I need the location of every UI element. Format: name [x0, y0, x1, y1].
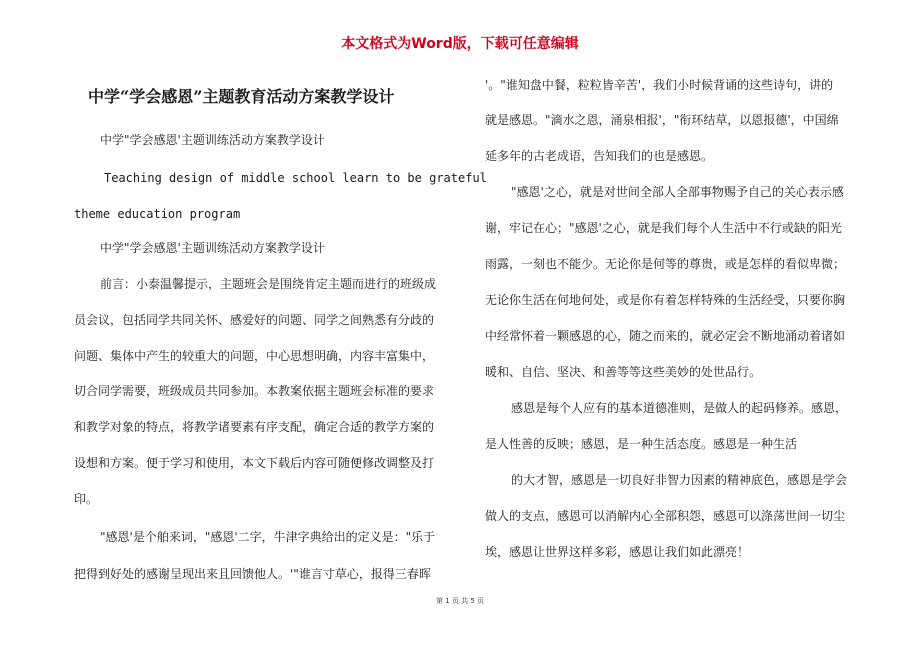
english-title-line: theme education program [74, 207, 241, 221]
paragraph-line: 的大才智，感恩是一切良好非智力因素的精神底色，感恩是学会 [511, 473, 848, 487]
english-title-line: Teaching design of middle school learn to be grateful [104, 171, 487, 185]
paragraph-line: 无论你生活在何地何处，或是你有着怎样特殊的生活经受，只要你胸 [485, 293, 846, 307]
paragraph-line: 和教学对象的特点，将教学诸要素有序支配，确定合适的教学方案的 [74, 420, 435, 434]
subtitle-line: 中学"学会感恩'主题训练活动方案教学设计 [100, 241, 325, 255]
paragraph-line: 延多年的古老成语，告知我们的也是感恩。 [485, 149, 714, 163]
paragraph-line: 是人性善的反映；感恩，是一种生活态度。感恩是一种生活 [485, 437, 798, 451]
format-banner: 本文格式为Word版，下载可任意编辑 [341, 36, 579, 52]
paragraph-line: '。"谁知盘中餐，粒粒皆辛苦'，我们小时候背诵的这些诗句，讲的 [485, 78, 834, 92]
subtitle-line: 中学"学会感恩'主题训练活动方案教学设计 [100, 133, 325, 147]
paragraph-line: 谢，牢记在心；"感恩'之心，就是我们每个人生活中不行或缺的阳光 [485, 221, 842, 235]
paragraph-line: 设想和方案。便于学习和使用，本文下载后内容可随便修改调整及打 [74, 456, 435, 470]
paragraph-line: 印。 [74, 492, 99, 506]
paragraph-line: 雨露，一刻也不能少。无论你是何等的尊贵，或是怎样的看似卑微； [485, 257, 846, 271]
paragraph-line: 暖和、自信、坚决、和善等等这些美妙的处世品行。 [485, 365, 762, 379]
paragraph-line: 就是感恩。"滴水之恩，涌泉相报'，"衔环结草，以恩报德'，中国绵 [485, 113, 839, 127]
page-title: 中学“学会感恩”主题教育活动方案教学设计 [88, 87, 395, 106]
paragraph-line: 感恩是每个人应有的基本道德准则，是做人的起码修养。感恩， [511, 401, 848, 415]
paragraph-line: 切合同学需要，班级成员共同参加。本教案依据主题班会标准的要求 [74, 384, 435, 398]
paragraph-line: 埃，感恩让世界这样多彩，感恩让我们如此漂亮！ [485, 545, 750, 559]
paragraph-line: "感恩'之心，就是对世间全部人全部事物赐予自己的关心表示感 [511, 185, 844, 199]
paragraph-line: 中经常怀着一颗感恩的心，随之而来的，就必定会不断地涌动着诸如 [485, 329, 846, 343]
paragraph-line: 做人的支点，感恩可以消解内心全部积怨，感恩可以涤荡世间一切尘 [485, 509, 846, 523]
paragraph-line: 问题、集体中产生的较重大的问题，中心思想明确，内容丰富集中， [74, 349, 435, 363]
page-number: 第 1 页 共 5 页 [435, 597, 485, 605]
paragraph-line: 员会议，包括同学共同关怀、感爱好的问题、同学之间熟悉有分歧的 [74, 313, 435, 327]
paragraph-line: "感恩'是个舶来词，"感恩'二字，牛津字典给出的定义是："乐于 [100, 530, 436, 544]
paragraph-line: 前言：小泰温馨提示，主题班会是围绕肯定主题而进行的班级成 [100, 277, 437, 291]
paragraph-line: 把得到好处的感谢呈现出来且回馈他人。'"谁言寸草心，报得三春晖 [74, 567, 431, 581]
